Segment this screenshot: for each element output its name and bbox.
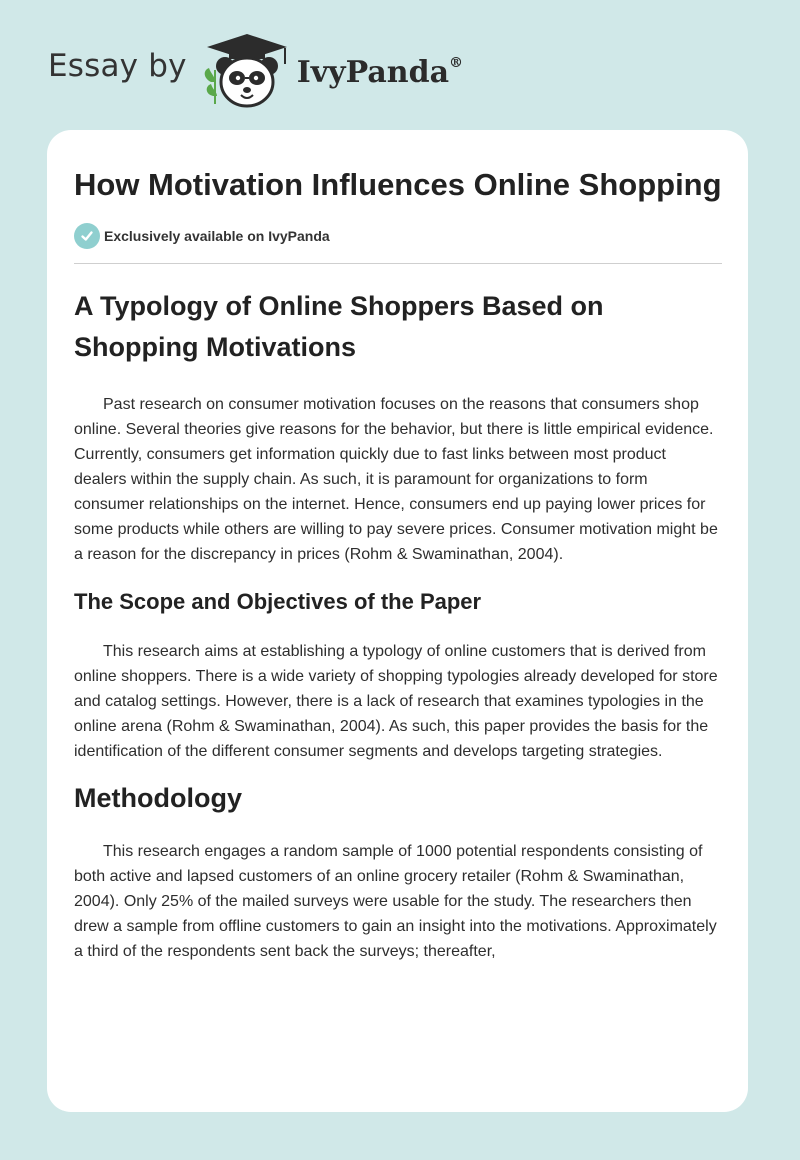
section-heading-typology: A Typology of Online Shoppers Based on Shopping Motivations [74, 291, 604, 362]
brand-prefix: Essay by [48, 48, 187, 84]
section-heading-scope: The Scope and Objectives of the Paper [74, 589, 482, 614]
section-paragraph-methodology: This research engages a random sample of 1000 potential respondents consisting of both active and lapsed customers of an online grocery retailer (Rohm & Swaminathan, 2004). Only 25% of the mailed surveys were usable for the study. The researchers then drew a sample from offline customers to gain an insight into the motivations. Approximately a third of the respondents sent back the surveys; thereafter, [74, 843, 717, 960]
section-paragraph-typology: Past research on consumer motivation focuses on the reasons that consumers shop online. Several theories give reasons for the behavior, but there is little empirical evidence. Currently, consumers get information quickly due to fast links between most product dealers within the supply chain. As such, it is paramount for organizations to form consumer relationships on the internet. Hence, consumers end up paying lower prices for some products while others are willing to pay severe prices. Consumer motivation might be a reason for the discrepancy in prices (Rohm & Swaminathan, 2004). [74, 396, 718, 563]
section-paragraph-scope: This research aims at establishing a typology of online customers that is derived from online shoppers. There is a wide variety of shopping typologies already developed for store and catalog settings. However, there is a lack of research that examines typologies in the online arena (Rohm & Swaminathan, 2004). As such, this paper provides the basis for the identification of the different consumer segments and develops targeting strategies. [74, 643, 718, 760]
exclusive-note [74, 223, 722, 264]
essay-card [47, 130, 748, 1112]
brand-name [297, 55, 463, 90]
trademark-mark: ® [449, 54, 464, 71]
brand-name-text: IvyPanda [296, 54, 450, 90]
essay-title: How Motivation Influences Online Shopping [74, 167, 722, 202]
section-heading-methodology: Methodology [74, 783, 242, 813]
exclusive-note-text: Exclusively available on IvyPanda [104, 228, 330, 244]
check-icon [74, 223, 100, 249]
panda-graduate-icon [201, 30, 293, 110]
brand-header [48, 30, 463, 110]
